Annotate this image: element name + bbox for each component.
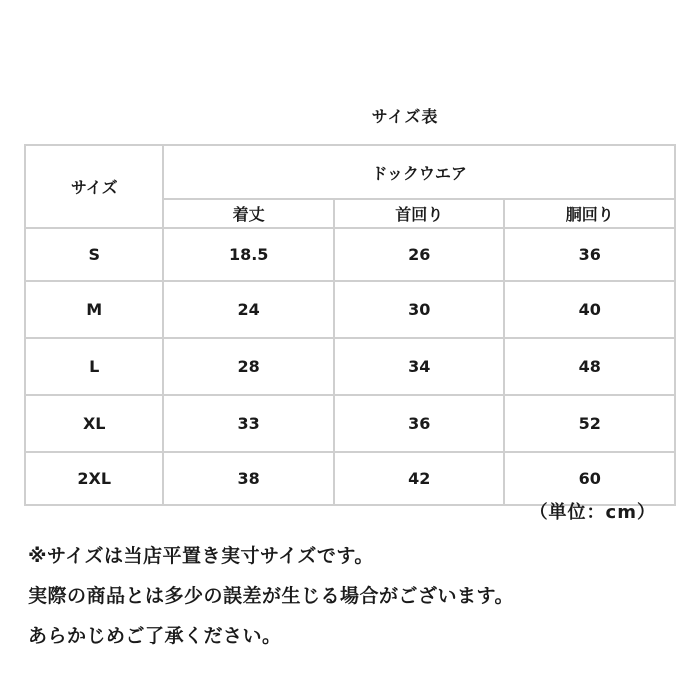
column-header-neck: 首回り: [334, 199, 505, 228]
size-cell: M: [25, 281, 163, 338]
value-cell: 24: [163, 281, 334, 338]
note-line: ※サイズは当店平置き実寸サイズです。: [28, 545, 374, 567]
size-table: [24, 144, 676, 506]
value-cell: 36: [334, 395, 505, 452]
notes: [28, 536, 688, 656]
value-cell: 26: [334, 228, 505, 281]
note-line: 実際の商品とは多少の誤差が生じる場合がございます。: [28, 585, 514, 607]
table-row: [25, 395, 675, 452]
note-line: あらかじめご了承ください。: [28, 625, 282, 647]
value-cell: 33: [163, 395, 334, 452]
value-cell: 36: [504, 228, 675, 281]
table-row: [25, 228, 675, 281]
size-cell: S: [25, 228, 163, 281]
value-cell: 34: [334, 338, 505, 395]
size-cell: 2XL: [25, 452, 163, 505]
value-cell: 42: [334, 452, 505, 505]
column-header-chest: 胴回り: [504, 199, 675, 228]
value-cell: 40: [504, 281, 675, 338]
value-cell: 18.5: [163, 228, 334, 281]
value-cell: 30: [334, 281, 505, 338]
group-header-cell: ドックウエア: [163, 145, 675, 199]
page-title: サイズ表: [371, 107, 439, 126]
size-header-cell: サイズ: [25, 145, 163, 228]
column-header-length: 着丈: [163, 199, 334, 228]
table-row: [25, 338, 675, 395]
value-cell: 52: [504, 395, 675, 452]
table-row: [25, 281, 675, 338]
value-cell: 38: [163, 452, 334, 505]
value-cell: 28: [163, 338, 334, 395]
table-header-row: [25, 145, 675, 199]
value-cell: 60: [504, 452, 675, 505]
unit-label: （単位：cm）: [529, 502, 656, 523]
size-cell: XL: [25, 395, 163, 452]
value-cell: 48: [504, 338, 675, 395]
size-cell: L: [25, 338, 163, 395]
